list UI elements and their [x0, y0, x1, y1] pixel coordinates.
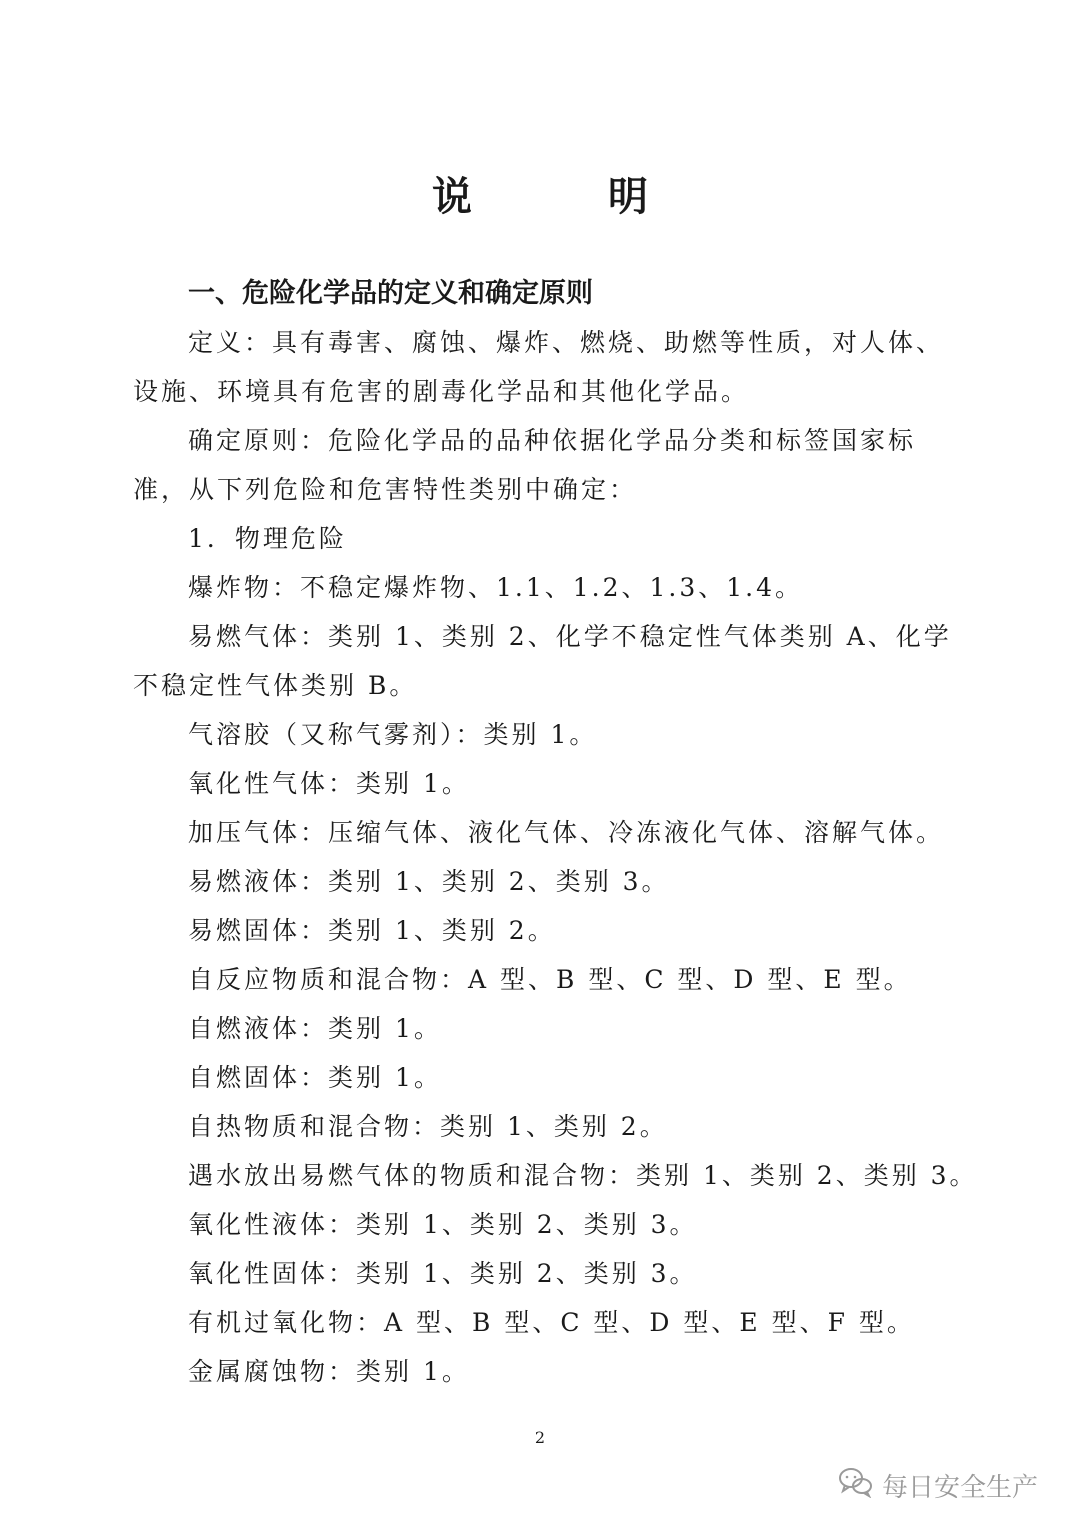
list-item: 易燃液体：类别 1、类别 2、类别 3。: [188, 867, 670, 896]
list-item: [133, 612, 955, 710]
paragraph-line: 确定原则：危险化学品的品种依据化学品分类和标签国家标: [188, 426, 917, 455]
subsection-title: 1．物理危险: [188, 524, 347, 553]
list-item: 加压气体：压缩气体、液化气体、冷冻液化气体、溶解气体。: [188, 818, 945, 847]
list-item: 自燃液体：类别 1。: [188, 1014, 442, 1043]
list-item: 易燃固体：类别 1、类别 2。: [188, 916, 556, 945]
page-title: 说 明: [432, 174, 696, 220]
list-item: 金属腐蚀物：类别 1。: [188, 1357, 470, 1386]
list-item: 氧化性固体：类别 1、类别 2、类别 3。: [188, 1259, 698, 1288]
document-body: [133, 318, 978, 1396]
list-item: 自热物质和混合物：类别 1、类别 2。: [188, 1112, 668, 1141]
page-number: 2: [534, 1428, 546, 1447]
list-item: 自反应物质和混合物：A 型、B 型、C 型、D 型、E 型。: [188, 965, 912, 994]
paragraph-principle: [133, 416, 955, 514]
list-item: 气溶胶（又称气雾剂）：类别 1。: [188, 720, 598, 749]
wechat-icon: [838, 1466, 874, 1505]
section-heading: 一、危险化学品的定义和确定原则: [188, 278, 593, 309]
watermark: [838, 1464, 1038, 1506]
list-item: 有机过氧化物：A 型、B 型、C 型、D 型、E 型、F 型。: [188, 1308, 915, 1337]
paragraph-definition: [133, 318, 955, 416]
list-item: 爆炸物：不稳定爆炸物、1.1、1.2、1.3、1.4。: [188, 573, 804, 602]
paragraph-line: 设施、环境具有危害的剧毒化学品和其他化学品。: [133, 377, 750, 406]
list-item: 遇水放出易燃气体的物质和混合物：类别 1、类别 2、类别 3。: [188, 1161, 978, 1190]
list-item: 氧化性液体：类别 1、类别 2、类别 3。: [188, 1210, 698, 1239]
paragraph-line: 易燃气体：类别 1、类别 2、化学不稳定性气体类别 A、化学: [188, 622, 952, 651]
paragraph-line: 定义：具有毒害、腐蚀、爆炸、燃烧、助燃等性质，对人体、: [188, 328, 945, 357]
list-item: 氧化性气体：类别 1。: [188, 769, 470, 798]
paragraph-line: 不稳定性气体类别 B。: [133, 671, 418, 700]
list-item: 自燃固体：类别 1。: [188, 1063, 442, 1092]
watermark-text: 每日安全生产: [882, 1472, 1039, 1503]
paragraph-line: 准，从下列危险和危害特性类别中确定：: [133, 475, 638, 504]
